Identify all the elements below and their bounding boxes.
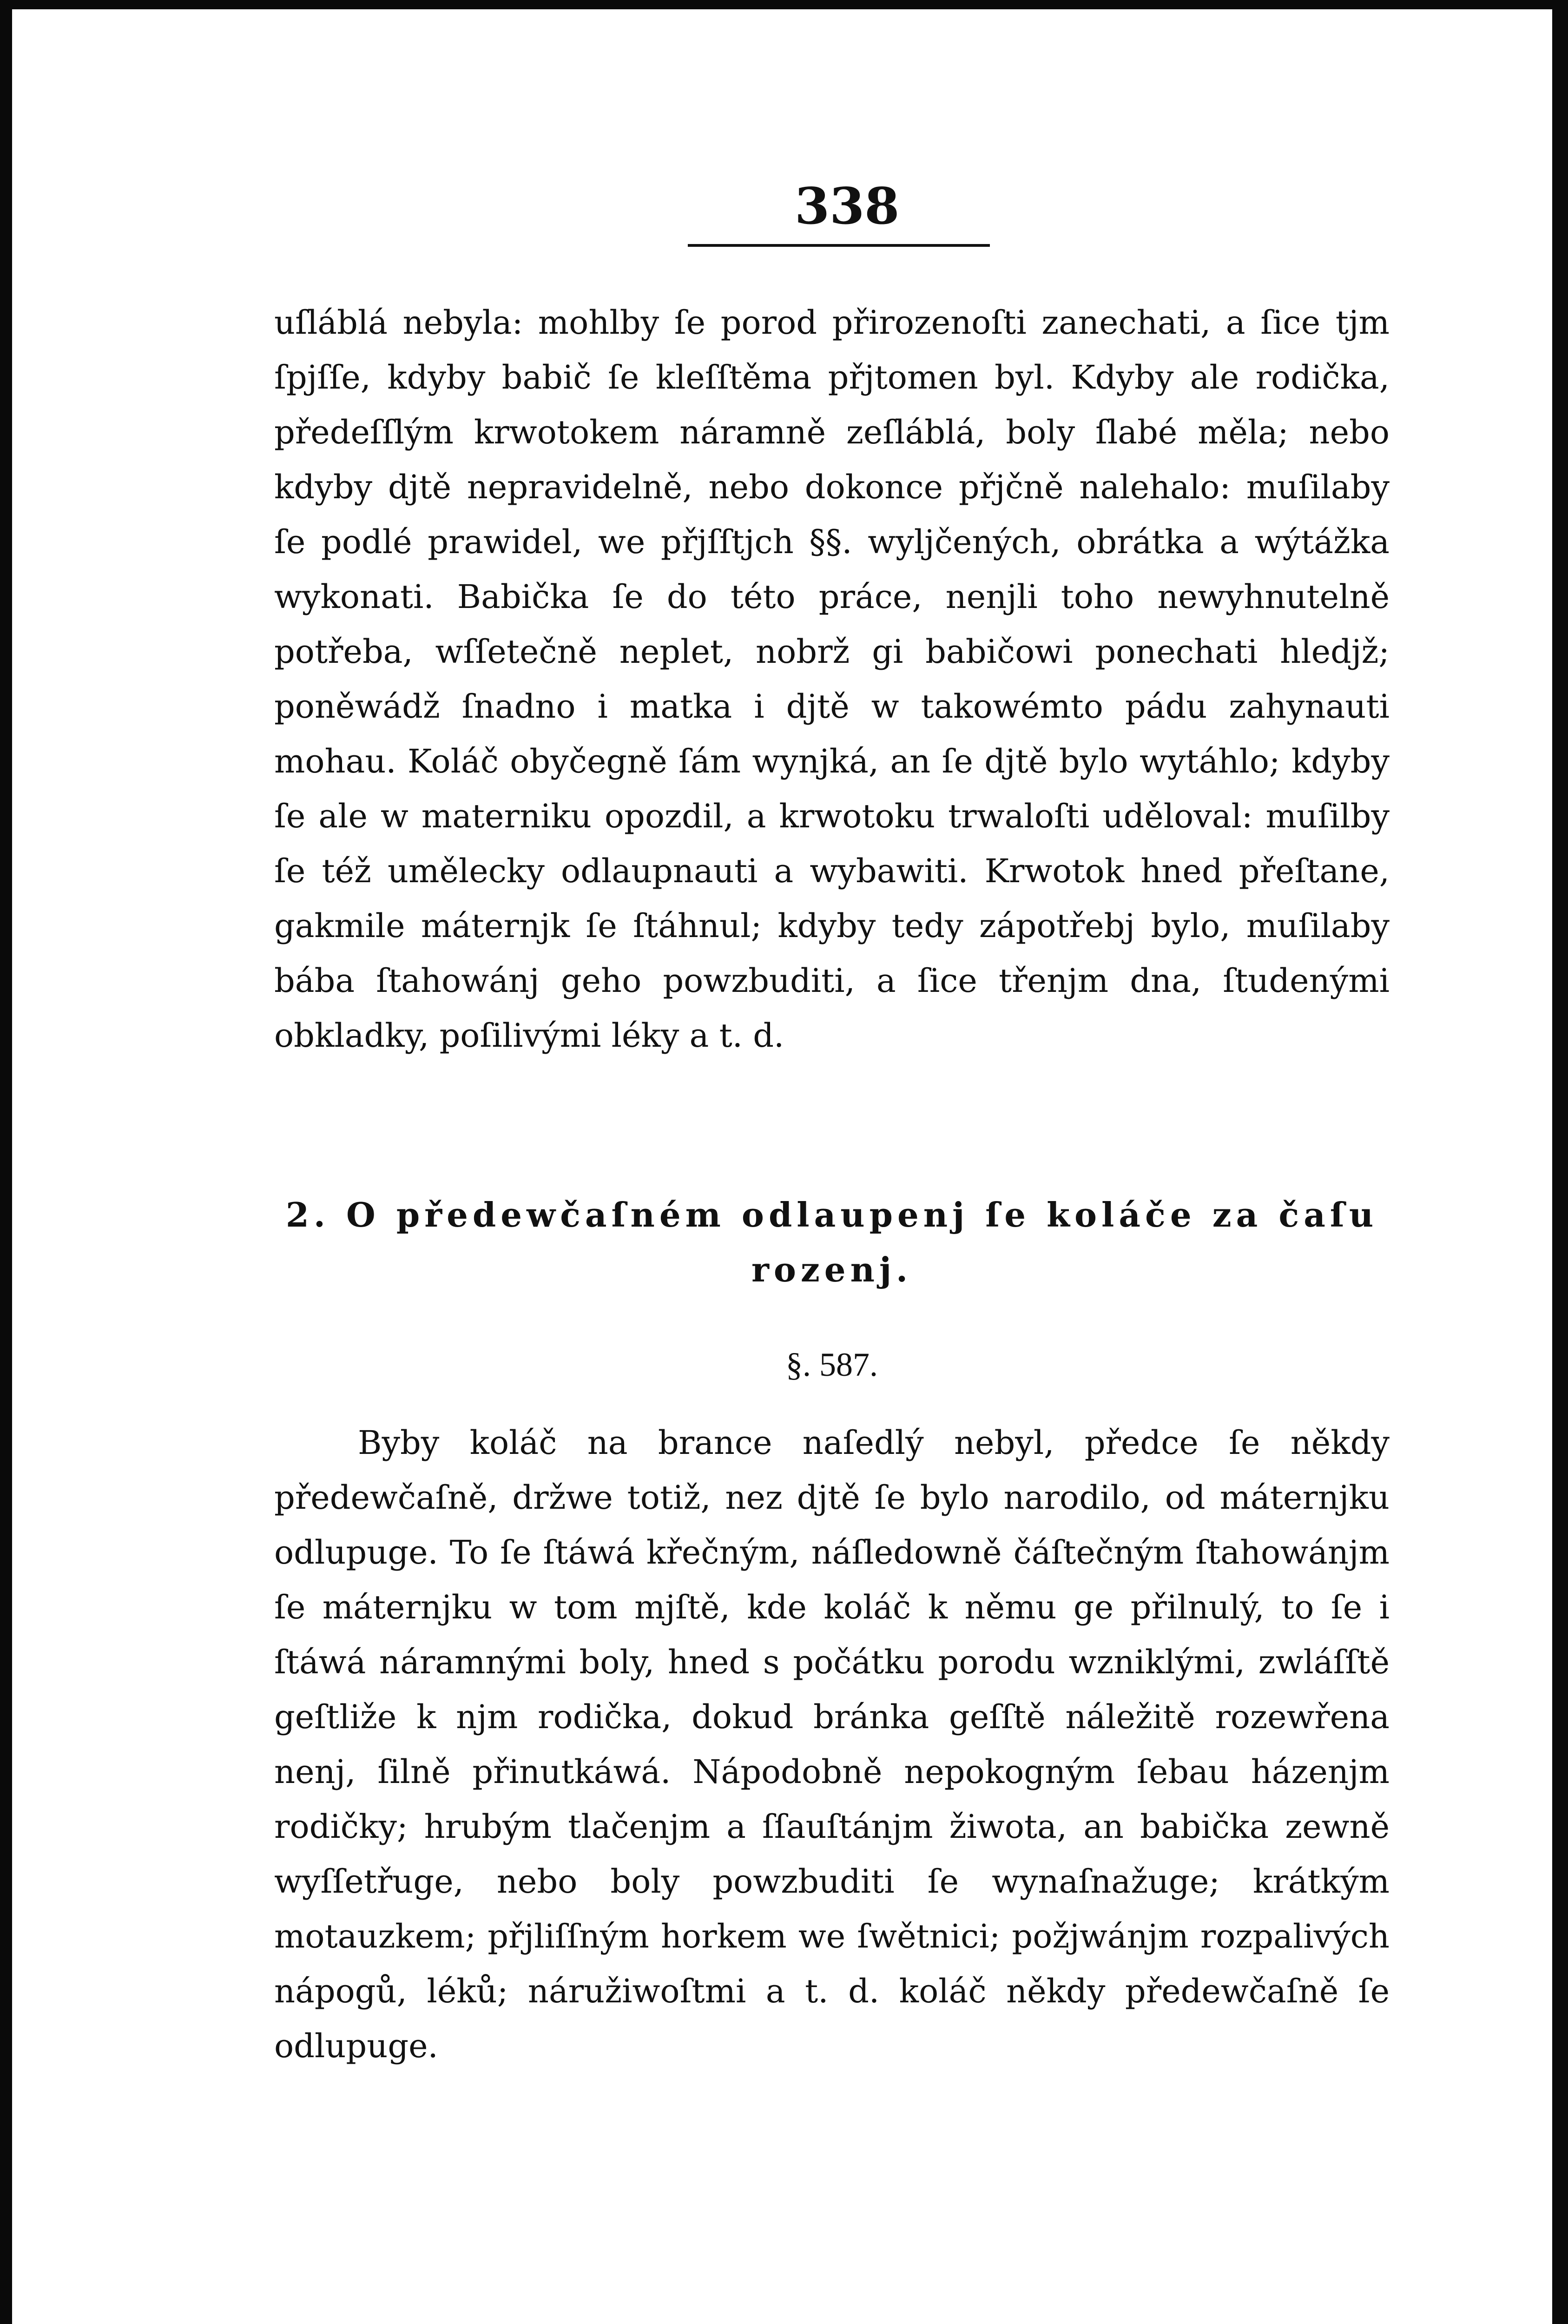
paragraph-text: uſláblá nebyla: mohlby ſe porod přirozenoſti zanechati, a ſice tjm ſpjſſe, kdyby babič ſe kleſſtěma přjtomen byl. Kdyby ale rodička, předeſſlým krwotokem náramně zeſláblá, boly ſlabé měla; nebo kdyby djtě nepravidelně, nebo dokonce přjčně nalehalo: muſilaby ſe podlé prawidel, we přjſſtjch §§. wyljčených, obrátka a wýtážka wykonati. Babička ſe do této práce, nenjli toho newyhnutelně potřeba, wſſetečně neplet, nobrž gi babičowi ponechati hledjž; poněwádž ſnadno i matka i djtě w takowémto pádu zahynauti mohau. Koláč obyčegně ſám wynjká, an ſe djtě bylo wytáhlo; kdyby ſe ale w materniku opozdil, a krwotoku trwaloſti uděloval: muſilby ſe též umělecky odlaupnauti a wybawiti. Krwotok hned přeſtane, gakmile máternjk ſe ſtáhnul; kdyby tedy zápotřebj bylo, muſilaby bába ſtahowánj geho powzbuditi, a ſice třenjm dna, ſtudenými obkladky, poſilivými léky a t. d. — [274, 304, 1390, 1055]
body-paragraph-2: Byby koláč na brance naſedlý nebyl, předce ſe někdy předewčaſně, držwe totiž, nez djtě ſe bylo narodilo, od máternjku odlupuge. To ſe ſtáwá křečným, náſledowně čáſtečným ſtahowánjm ſe máternjku w tom mjſtě, kde koláč k němu ge přilnulý, to ſe i ſtáwá náramnými boly, hned s počátku porodu wzniklými, zwláſſtě geſtliže k njm rodička, dokud bránka geſſtě náležitě rozewřena nenj, ſilně přinutkáwá. Nápodobně nepokogným ſebau házenjm rodičky; hrubým tlačenjm a ſſauſtánjm žiwota, an babička zewně wyſſetřuge, nebo boly powzbuditi ſe wynaſnažuge; krátkým motauzkem; přjliſſným horkem we ſwětnici; požjwánjm rozpalivých nápogů, léků; náružiwoſtmi a t. d. koláč někdy předewčaſně ſe odlupuge. — [274, 1424, 1390, 2065]
scan-edge-left — [0, 0, 12, 2324]
section-heading: 2. O předewčaſném odlaupenj ſe koláče za čaſu rozenj. — [285, 1195, 1378, 1289]
scan-edge-right — [1552, 0, 1568, 2324]
header-rule — [688, 244, 990, 247]
section-number: §. 587. — [786, 1346, 878, 1383]
scan-edge-top — [0, 0, 1568, 9]
body-paragraph-1 — [274, 295, 1390, 1063]
page-number: 338 — [795, 177, 900, 236]
